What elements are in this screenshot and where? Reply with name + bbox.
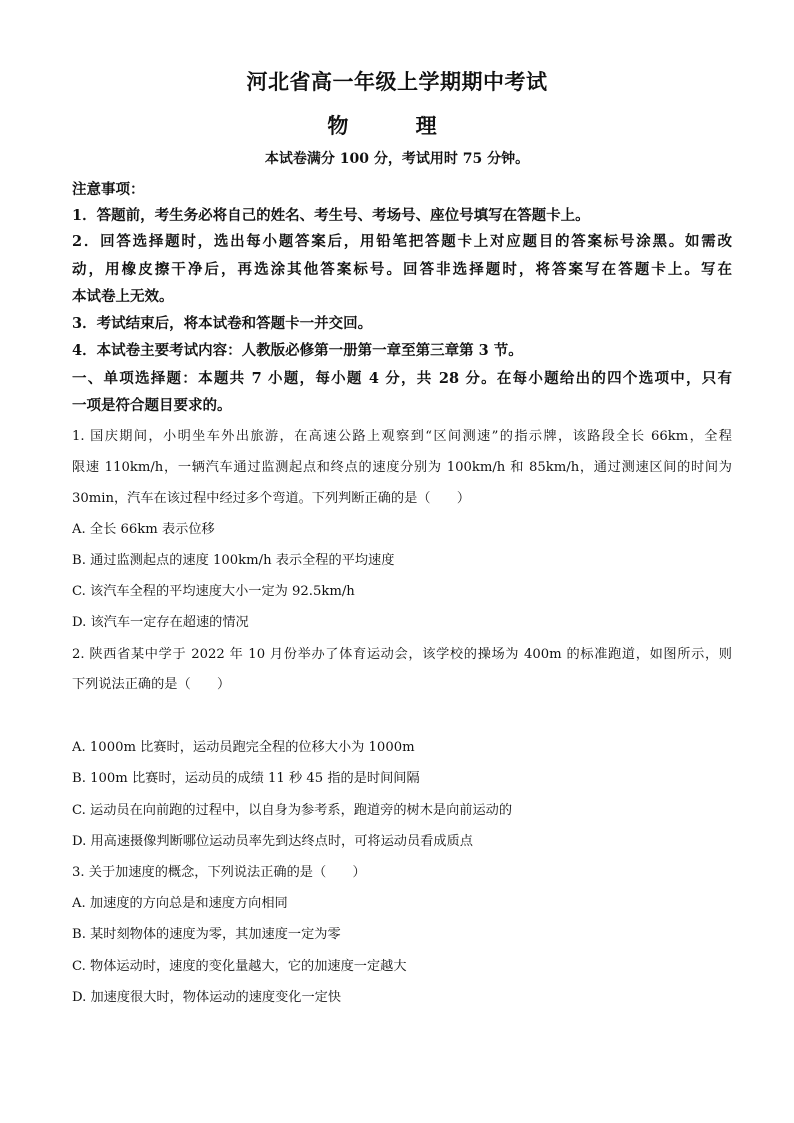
exam-title: 河北省高一年级上学期期中考试 — [246, 69, 548, 94]
question-1-option-c: C. 该汽车全程的平均速度大小一定为 92.5km/h — [72, 584, 355, 599]
notice-item: 动，用橡皮擦干净后，再选涂其他答案标号。回答非选择题时，将答案写在答题卡上。写在 — [72, 261, 732, 278]
question-1-stem: 30min，汽车在该过程中经过多个弯道。下列判断正确的是（ ） — [72, 491, 471, 506]
question-2-option-d: D. 用高速摄像判断哪位运动员率先到达终点时，可将运动员看成质点 — [72, 834, 473, 849]
question-2-option-b: B. 100m 比赛时，运动员的成绩 11 秒 45 指的是时间间隔 — [72, 771, 420, 786]
notice-item: 4．本试卷主要考试内容：人教版必修第一册第一章至第三章第 3 节。 — [72, 342, 523, 359]
notice-item: 本试卷上无效。 — [72, 288, 174, 305]
question-1-option-d: D. 该汽车一定存在超速的情况 — [72, 615, 249, 630]
notice-item: 3．考试结束后，将本试卷和答题卡一并交回。 — [72, 315, 373, 332]
section-heading-cont: 一项是符合题目要求的。 — [72, 397, 232, 414]
question-3-option-a: A. 加速度的方向总是和速度方向相同 — [72, 896, 288, 911]
question-1-stem: 1. 国庆期间，小明坐车外出旅游，在高速公路上观察到“区间测速”的指示牌，该路段全长 66km，全程 — [72, 429, 732, 444]
question-3-stem: 3. 关于加速度的概念，下列说法正确的是（ ） — [72, 865, 366, 880]
notice-item: 2．回答选择题时，选出每小题答案后，用铅笔把答题卡上对应题目的答案标号涂黑。如需改 — [72, 233, 732, 250]
notice-item: 1．答题前，考生务必将自己的姓名、考生号、考场号、座位号填写在答题卡上。 — [72, 207, 590, 224]
question-2-stem: 下列说法正确的是（ ） — [72, 677, 231, 692]
question-3-option-d: D. 加速度很大时，物体运动的速度变化一定快 — [72, 990, 342, 1005]
question-2-stem: 2. 陕西省某中学于 2022 年 10 月份举办了体育运动会，该学校的操场为 400m 的标准跑道，如图所示，则 — [72, 647, 732, 662]
question-2-option-a: A. 1000m 比赛时，运动员跑完全程的位移大小为 1000m — [72, 740, 415, 755]
section-heading: 一、单项选择题：本题共 7 小题，每小题 4 分，共 28 分。在每小题给出的四个选项中，只有 — [72, 370, 732, 387]
question-3-option-b: B. 某时刻物体的速度为零，其加速度一定为零 — [72, 927, 341, 942]
question-1-option-a: A. 全长 66km 表示位移 — [72, 522, 215, 537]
question-3-option-c: C. 物体运动时，速度的变化量越大，它的加速度一定越大 — [72, 959, 407, 974]
question-1-option-b: B. 通过监测起点的速度 100km/h 表示全程的平均速度 — [72, 553, 395, 568]
notice-heading: 注意事项： — [72, 181, 145, 198]
question-2-option-c: C. 运动员在向前跑的过程中，以自身为参考系，跑道旁的树木是向前运动的 — [72, 803, 513, 818]
exam-info: 本试卷满分 100 分，考试用时 75 分钟。 — [264, 151, 530, 167]
subject-title: 物 理 — [327, 113, 467, 138]
question-1-stem: 限速 110km/h，一辆汽车通过监测起点和终点的速度分别为 100km/h 和 85km/h，通过测速区间的时间为 — [72, 460, 732, 475]
